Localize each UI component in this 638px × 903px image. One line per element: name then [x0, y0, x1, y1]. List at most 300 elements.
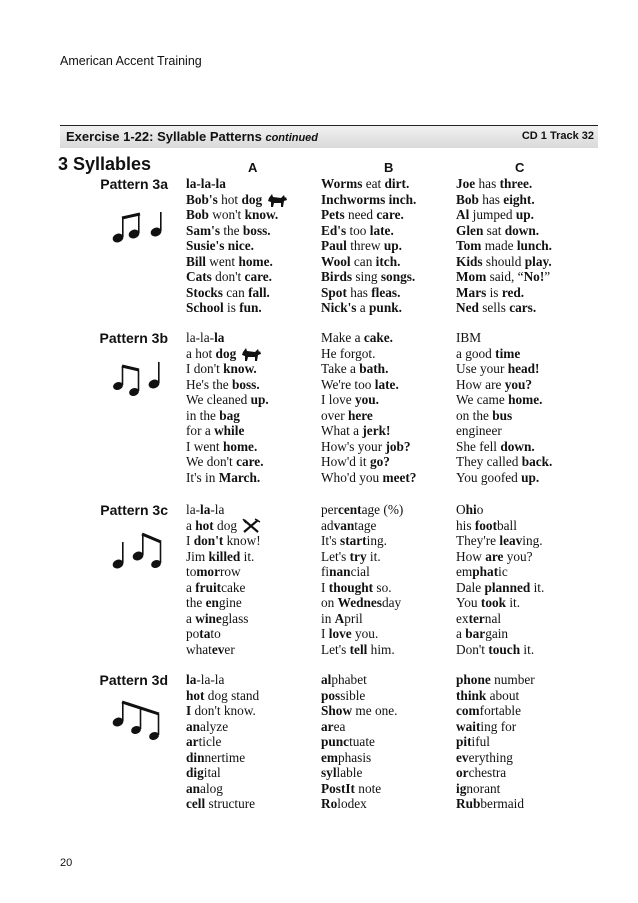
stressed-text: head! — [507, 361, 540, 376]
phrase-line — [321, 423, 416, 439]
stressed-text: dog — [215, 345, 237, 361]
stressed-text: Kids — [456, 253, 483, 269]
stressed-text: up. — [383, 238, 402, 253]
stressed-text: time — [495, 345, 521, 361]
phrase-line — [321, 285, 416, 301]
stressed-text: Susie's — [186, 238, 225, 253]
unstressed-text: fi — [321, 564, 330, 579]
stressed-text: ig — [456, 780, 467, 796]
unstressed-text: Let's — [321, 548, 350, 564]
phrase-line — [321, 269, 416, 285]
phrase-line — [456, 611, 544, 627]
stressed-text: March. — [218, 469, 261, 485]
pattern-label: Pattern 3b — [99, 330, 168, 346]
unstressed-text: ad — [321, 517, 334, 533]
stressed-text: Spot — [321, 284, 347, 300]
exercise-title-text: Exercise 1-22: Syllable Patterns — [66, 129, 262, 144]
stressed-text: itch. — [375, 253, 401, 269]
phrase-line — [186, 470, 269, 486]
phrase-line — [186, 269, 288, 285]
unstressed-text: has — [478, 191, 504, 207]
unstressed-text: a — [356, 300, 370, 315]
phrase-line — [321, 254, 416, 270]
unstressed-text: on — [321, 595, 338, 610]
unstressed-text: sible — [340, 687, 366, 703]
stressed-text: pit — [456, 734, 472, 749]
phrase-line — [321, 765, 397, 781]
unstressed-text: about — [486, 687, 520, 703]
stressed-text: are — [485, 548, 504, 564]
stressed-text: Al — [456, 207, 470, 222]
unstressed-text: on the — [456, 407, 493, 423]
unstressed-text: How's your — [321, 438, 386, 454]
stressed-text: Cats — [186, 269, 212, 284]
stressed-text: bag — [219, 407, 240, 423]
stressed-text: phat — [472, 564, 499, 579]
phrase-line — [456, 781, 535, 797]
rhythm-notes-icon — [106, 358, 170, 407]
unstressed-text: in the — [186, 407, 220, 423]
unstressed-text: You goofed — [456, 469, 522, 485]
stressed-text: know. — [223, 361, 257, 376]
unstressed-text: a good — [456, 345, 496, 361]
phrase-line — [456, 672, 535, 688]
stressed-text: Tom — [456, 238, 482, 253]
phrase-line — [321, 595, 403, 611]
stressed-text: boss. — [231, 376, 260, 392]
column-header-a: A — [248, 160, 258, 175]
phrase-line — [456, 392, 552, 408]
phrase-line — [321, 300, 416, 316]
phrase-line — [456, 377, 552, 393]
stressed-text: killed — [208, 548, 241, 564]
unstressed-text: over — [321, 407, 348, 423]
unstressed-text: nal — [484, 610, 502, 626]
phrase-line — [186, 750, 259, 766]
stressed-text: up. — [521, 469, 540, 485]
phrase-line — [456, 765, 535, 781]
unstressed-text: How are — [456, 376, 505, 392]
stressed-text: jerk! — [362, 423, 391, 438]
stressed-text: dog — [241, 191, 263, 207]
unstressed-text: gine — [218, 595, 242, 610]
unstressed-text: ing. — [366, 533, 387, 548]
phrase-line — [186, 781, 259, 797]
stressed-text: an — [186, 780, 201, 796]
stressed-text: boss. — [242, 222, 271, 238]
unstressed-text: it. — [366, 548, 381, 564]
phrase-line — [456, 285, 552, 301]
unstressed-text: chestra — [468, 765, 507, 780]
pattern-label: Pattern 3d — [99, 672, 168, 688]
unstressed-text: o — [476, 502, 484, 517]
stressed-text: A — [334, 610, 345, 626]
phrase-line — [321, 346, 416, 362]
phrase-line — [456, 564, 544, 580]
stressed-text: nice. — [227, 238, 254, 253]
page-number: 20 — [60, 857, 73, 869]
phrase-line — [186, 408, 269, 424]
unstressed-text: He forgot. — [321, 345, 376, 361]
unstressed-text: dog stand — [204, 687, 260, 703]
phrase-line — [186, 796, 259, 812]
stressed-text: Paul — [321, 238, 347, 253]
unstressed-text: They're — [456, 533, 500, 548]
stressed-text: you. — [354, 392, 380, 407]
phrase-line — [456, 719, 535, 735]
stressed-text: eight. — [503, 191, 535, 207]
phrase-line — [186, 688, 259, 704]
phrase-line — [321, 750, 397, 766]
unstressed-text: ing for — [480, 718, 517, 734]
stressed-text: care. — [244, 269, 272, 284]
pattern-label: Pattern 3a — [100, 176, 168, 192]
phrase-line — [321, 719, 397, 735]
phrase-line — [321, 439, 416, 455]
unstressed-text: number — [490, 672, 535, 687]
stressed-text: took — [480, 595, 507, 610]
stressed-text: songs. — [380, 269, 416, 284]
phrase-line — [456, 595, 544, 611]
phrase-line — [186, 642, 261, 658]
unstressed-text: lodex — [337, 796, 367, 811]
unstressed-text: ic — [498, 564, 508, 579]
phrase-line — [186, 626, 261, 642]
unstressed-text: it. — [506, 595, 521, 610]
phrase-line — [186, 254, 288, 270]
stressed-text: foot — [474, 517, 497, 533]
unstressed-text: How'd it — [321, 454, 370, 469]
phrase-line — [186, 454, 269, 470]
stressed-text: cake. — [363, 330, 393, 345]
phrase-line — [321, 611, 403, 627]
phrase-line — [456, 533, 544, 549]
stressed-text: late. — [374, 376, 399, 392]
phrase-line — [186, 564, 261, 580]
phrase-line — [186, 207, 288, 223]
unstressed-text: Who'd you — [321, 469, 383, 485]
section-heading: 3 Syllables — [58, 154, 152, 174]
unstressed-text: per — [321, 502, 338, 517]
phrase-line — [186, 346, 269, 362]
phrase-line — [321, 454, 416, 470]
phrase-line — [186, 580, 261, 596]
phrase-line — [186, 502, 261, 518]
stressed-text: cent — [337, 502, 362, 517]
unstressed-text: ball — [497, 517, 517, 533]
unstressed-text: structure — [205, 796, 256, 811]
unstressed-text: engineer — [456, 423, 502, 438]
pattern-column-b — [321, 330, 416, 485]
phrase-line — [456, 750, 535, 766]
stressed-text: la — [214, 330, 225, 345]
unstressed-text: Take a — [321, 361, 360, 376]
pattern-column-c — [456, 330, 552, 485]
stressed-text: back. — [521, 454, 553, 469]
phrase-line — [186, 238, 288, 254]
phrase-line — [321, 642, 403, 658]
stressed-text: an — [186, 718, 201, 734]
stressed-text: ar — [321, 718, 334, 734]
stressed-text: inch. — [388, 191, 417, 207]
stressed-text: Inchworms — [321, 191, 386, 207]
unstressed-text: a hot — [186, 345, 216, 361]
phrase-line — [321, 207, 416, 223]
phrase-line — [186, 533, 261, 549]
stressed-text: while — [214, 423, 245, 438]
stressed-text: down. — [504, 222, 540, 238]
stressed-text: bath. — [359, 361, 389, 376]
pattern-column-b — [321, 502, 403, 657]
phrase-line — [456, 642, 544, 658]
unstressed-text: don't — [211, 269, 245, 284]
stressed-text: up. — [250, 392, 269, 407]
stressed-text: Bob — [456, 191, 479, 207]
phrase-line — [186, 765, 259, 781]
stressed-text: fleas. — [371, 284, 401, 300]
phrase-line — [321, 672, 397, 688]
phrase-line — [186, 703, 259, 719]
unstressed-text: sat — [483, 222, 505, 238]
phrase-line — [321, 796, 397, 812]
rhythm-notes-icon — [106, 530, 170, 579]
unstressed-text: fortable — [479, 703, 521, 718]
stressed-text: hot — [186, 687, 205, 703]
stressed-text: I — [186, 703, 192, 718]
rhythm-notes-icon — [106, 700, 170, 749]
stressed-text: din — [186, 749, 205, 765]
unstressed-text: I — [321, 626, 329, 641]
unstressed-text: Don't — [456, 641, 489, 657]
pattern-column-b — [321, 176, 416, 316]
stressed-text: care. — [376, 207, 404, 222]
stressed-text: care. — [236, 454, 264, 469]
unstressed-text: I love — [321, 392, 355, 407]
phrase-line — [321, 330, 416, 346]
stressed-text: up. — [515, 207, 534, 222]
unstressed-text: ing. — [522, 533, 543, 548]
phrase-line — [456, 626, 544, 642]
stressed-text: hot — [195, 517, 214, 533]
pattern-column-c — [456, 502, 544, 657]
unstressed-text: too — [346, 222, 370, 238]
unstressed-text: sing — [352, 269, 381, 284]
phrase-line — [456, 470, 552, 486]
unstressed-text: threw — [346, 238, 384, 253]
stressed-text: Birds — [321, 269, 353, 284]
unstressed-text: don't know. — [191, 703, 256, 718]
phrase-line — [186, 595, 261, 611]
stressed-text: No! — [523, 269, 545, 284]
stressed-text: Joe — [456, 176, 476, 191]
stressed-text: ar — [186, 734, 199, 749]
stressed-text: red. — [501, 284, 525, 300]
unstressed-text: pril — [344, 610, 363, 626]
pattern-column-a — [186, 672, 259, 812]
stressed-text: wait — [456, 718, 481, 734]
unstressed-text: can — [222, 284, 249, 300]
unstressed-text: lable — [336, 765, 363, 780]
stressed-text: meet? — [382, 469, 417, 485]
stressed-text: ev — [456, 749, 469, 765]
phrase-line — [321, 238, 416, 254]
stressed-text: love — [328, 626, 352, 641]
phrase-line — [321, 361, 416, 377]
unstressed-text: How — [456, 548, 486, 564]
stressed-text: fall. — [248, 284, 270, 300]
stressed-text: School — [186, 300, 224, 315]
unstressed-text: a — [186, 610, 196, 626]
stressed-text: three. — [499, 176, 533, 191]
unstressed-text: I don't — [186, 361, 224, 376]
unstressed-text: -la-la — [196, 672, 225, 687]
unstressed-text: hot — [217, 191, 242, 207]
phrase-line — [186, 300, 288, 316]
phrase-line — [321, 626, 403, 642]
unstressed-text: alyze — [200, 718, 229, 734]
unstressed-text: made — [481, 238, 517, 253]
phrase-line — [456, 580, 544, 596]
phrase-line — [186, 439, 269, 455]
unstressed-text: ” — [544, 269, 551, 284]
unstressed-text: cial — [350, 564, 370, 579]
column-header-c: C — [515, 160, 525, 175]
unstressed-text: They called — [456, 454, 522, 469]
phrase-line — [186, 719, 259, 735]
stressed-text: al — [321, 672, 332, 687]
unstressed-text: What a — [321, 423, 363, 438]
phrase-line — [456, 688, 535, 704]
unstressed-text: glass — [221, 610, 249, 626]
phrase-line — [456, 408, 552, 424]
unstressed-text: dog — [213, 517, 237, 533]
stressed-text: or — [456, 765, 469, 780]
phrase-line — [456, 254, 552, 270]
phrase-line — [456, 238, 552, 254]
unstressed-text: phabet — [331, 672, 367, 687]
unstressed-text: for a — [186, 423, 215, 438]
exercise-bar — [60, 125, 598, 148]
unstressed-text: to — [210, 626, 221, 641]
unstressed-text: I — [321, 579, 329, 595]
unstressed-text: I went — [186, 438, 223, 454]
stressed-text: job? — [385, 438, 411, 454]
unstressed-text: Jim — [186, 548, 209, 564]
stressed-text: ta — [199, 626, 211, 641]
phrase-line — [456, 330, 552, 346]
stressed-text: Wool — [321, 253, 351, 269]
phrase-line — [321, 408, 416, 424]
stressed-text: van — [333, 517, 355, 533]
stressed-text: syl — [321, 765, 337, 780]
stressed-text: Mars — [456, 284, 487, 300]
pattern-column-a — [186, 502, 261, 657]
unstressed-text: We're too — [321, 376, 375, 392]
unstressed-text: me one. — [352, 703, 398, 718]
unstressed-text: went — [205, 253, 239, 269]
stressed-text: ter — [468, 610, 485, 626]
phrase-line — [456, 423, 552, 439]
stressed-text: home. — [508, 392, 543, 407]
phrase-line — [186, 734, 259, 750]
stressed-text: dig — [186, 765, 204, 780]
phrase-line — [186, 176, 288, 192]
unstressed-text: said, “ — [486, 269, 524, 284]
stressed-text: phone — [456, 672, 491, 687]
stressed-text: Pets — [321, 207, 345, 222]
unstressed-text: note — [354, 780, 382, 796]
stressed-text: Nick's — [321, 300, 357, 315]
stressed-text: home. — [222, 438, 258, 454]
phrase-line — [186, 330, 269, 346]
unstressed-text: is — [486, 284, 502, 300]
unstressed-text: to — [186, 564, 197, 579]
unstressed-text: should — [482, 253, 525, 269]
phrase-line — [456, 361, 552, 377]
phrase-line — [186, 223, 288, 239]
stressed-text: mor — [196, 564, 220, 579]
stressed-text: Glen — [456, 222, 484, 238]
stressed-text: Show — [321, 703, 353, 718]
stressed-text: Bob's — [186, 191, 218, 207]
unstressed-text: She fell — [456, 438, 501, 454]
pattern-column-a — [186, 330, 269, 485]
stressed-text: leav — [499, 533, 523, 548]
stressed-text: home. — [238, 253, 273, 269]
stressed-text: ev — [211, 641, 225, 657]
pattern-column-c — [456, 176, 552, 316]
unstressed-text: eat — [362, 176, 385, 191]
phrase-line — [321, 392, 416, 408]
unstressed-text: won't — [208, 207, 245, 222]
unstressed-text: IBM — [456, 330, 482, 345]
unstressed-text: you? — [503, 548, 533, 564]
stressed-text: late. — [369, 222, 394, 238]
pattern-column-a — [186, 176, 288, 316]
unstressed-text: -la — [210, 502, 225, 517]
phrase-line — [456, 439, 552, 455]
stressed-text: la — [186, 672, 197, 687]
rhythm-notes-icon — [106, 204, 170, 253]
phrase-line — [186, 392, 269, 408]
phrase-line — [321, 518, 403, 534]
phrase-line — [186, 672, 259, 688]
stressed-text: thought — [328, 579, 374, 595]
unstressed-text: a — [186, 579, 196, 595]
stressed-text: en — [205, 595, 219, 610]
phrase-line — [321, 223, 416, 239]
unstressed-text: bermaid — [480, 796, 524, 811]
unstressed-text: You — [456, 595, 481, 610]
unstressed-text: the — [186, 595, 206, 610]
stressed-text: Sam's — [186, 222, 220, 238]
unstressed-text: norant — [466, 780, 501, 796]
unstressed-text: him. — [367, 641, 395, 657]
track-label: CD 1 Track 32 — [521, 130, 594, 142]
stressed-text: wine — [195, 610, 222, 626]
phrase-line — [321, 502, 403, 518]
unstressed-text: nertime — [204, 749, 246, 765]
unstressed-text: know! — [223, 533, 261, 548]
phrase-line — [186, 611, 261, 627]
phrase-line — [321, 533, 403, 549]
stressed-text: dirt. — [384, 176, 410, 191]
phrase-line — [321, 549, 403, 565]
phrase-line — [456, 269, 552, 285]
unstressed-text: you. — [351, 626, 379, 641]
phrase-line — [321, 703, 397, 719]
stressed-text: nan — [329, 564, 351, 579]
